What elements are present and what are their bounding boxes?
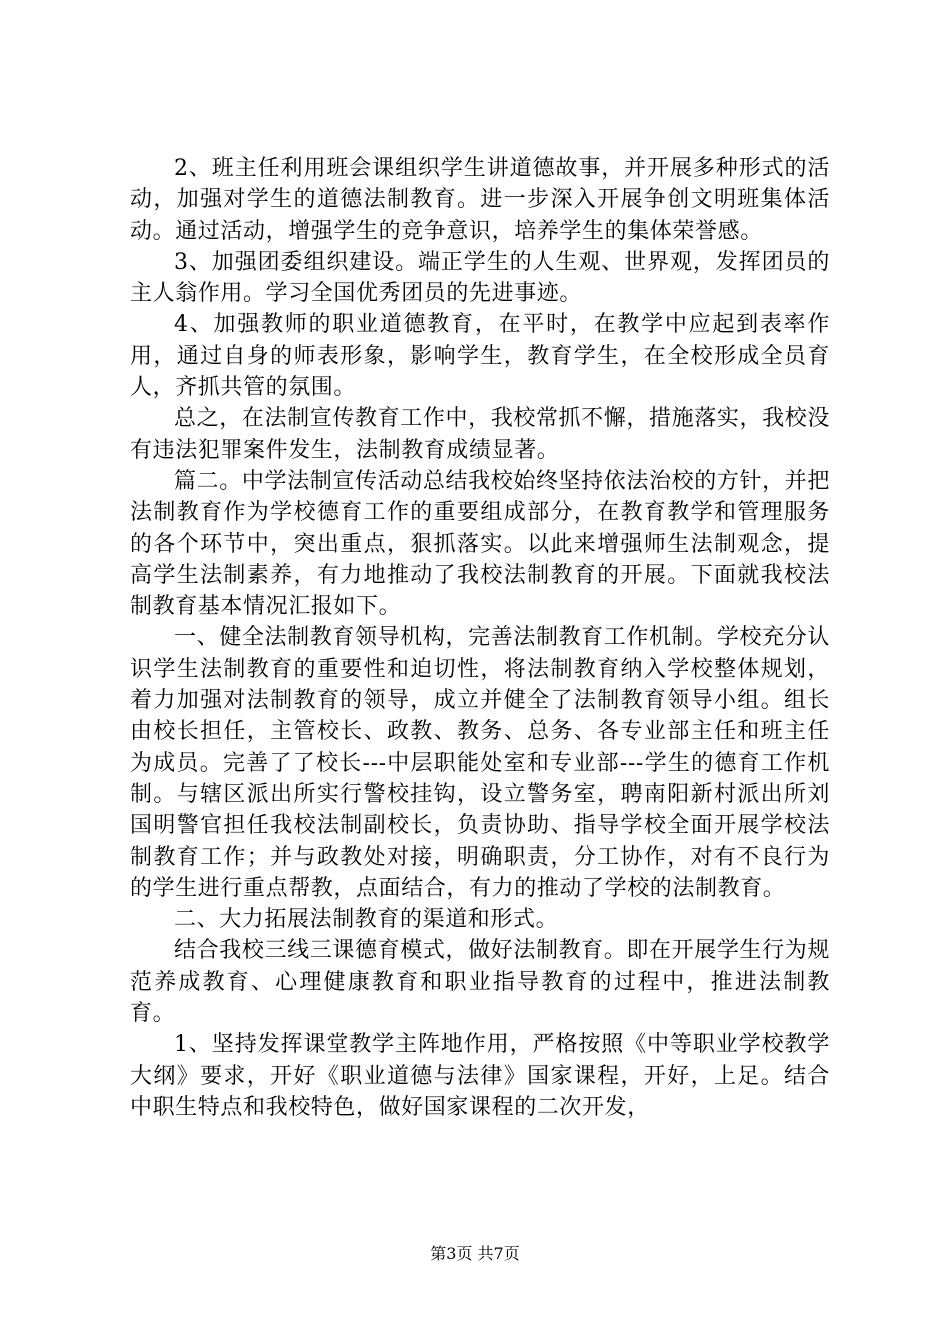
paragraph-summary: 总之，在法制宣传教育工作中，我校常抓不懈，措施落实，我校没有违法犯罪案件发生，法制教育成绩显著。 [130,406,830,463]
document-body [130,153,830,1123]
page-number-footer: 第3页 共7页 [430,1244,520,1263]
paragraph-moral-education-model: 结合我校三线三课德育模式，做好法制教育。即在开展学生行为规范养成教育、心理健康教育和职业指导教育的过程中，推进法制教育。 [130,938,830,1027]
paragraph-class-teacher-activities: 2、班主任利用班会课组织学生讲道德故事，并开展多种形式的活动，加强对学生的道德法制教育。进一步深入开展争创文明班集体活动。通过活动，增强学生的竞争意识，培养学生的集体荣誉感。 [130,156,830,244]
paragraph-teacher-ethics: 4、加强教师的职业道德教育，在平时，在教学中应起到表率作用，通过自身的师表形象，影响学生，教育学生，在全校形成全员育人，齐抓共管的氛围。 [130,312,830,401]
paragraph-classroom-teaching: 1、坚持发挥课堂教学主阵地作用，严格按照《中等职业学校教学大纲》要求，开好《职业道德与法律》国家课程，开好，上足。结合中职生特点和我校特色，做好国家课程的二次开发， [130,1032,830,1120]
paragraph-league-committee: 3、加强团委组织建设。端正学生的人生观、世界观，发挥团员的主人翁作用。学习全国优秀团员的先进事迹。 [130,249,830,307]
paragraph-leadership-mechanism: 一、健全法制教育领导机构，完善法制教育工作机制。学校充分认识学生法制教育的重要性和迫切性，将法制教育纳入学校整体规划，着力加强对法制教育的领导，成立并健全了法制教育领导小组。组长由校长担任，主管校长、政教、教务、总务、各专业部主任和班主任为成员。完善了了校长---中层职能处室和专业部---学生的德育工作机制。与辖区派出所实行警校挂钩，设立警务室，聘南阳新村派出所刘国明警官担任我校法制副校长，负责协助、指导学校全面开展学校法制教育工作；并与政教处对接，明确职责，分工协作，对有不良行为的学生进行重点帮教，点面结合，有力的推动了学校的法制教育。 [130,625,830,901]
paragraph-channels-heading: 二、大力拓展法制教育的渠道和形式。 [174,907,559,933]
paragraph-part-two-intro: 篇二。中学法制宣传活动总结我校始终坚持依法治校的方针，并把法制教育作为学校德育工作的重要组成部分，在教育教学和管理服务的各个环节中，突出重点，狠抓落实。以此来增强师生法制观念，提高学生法制素养，有力地推动了我校法制教育的开展。下面就我校法制教育基本情况汇报如下。 [130,468,830,620]
